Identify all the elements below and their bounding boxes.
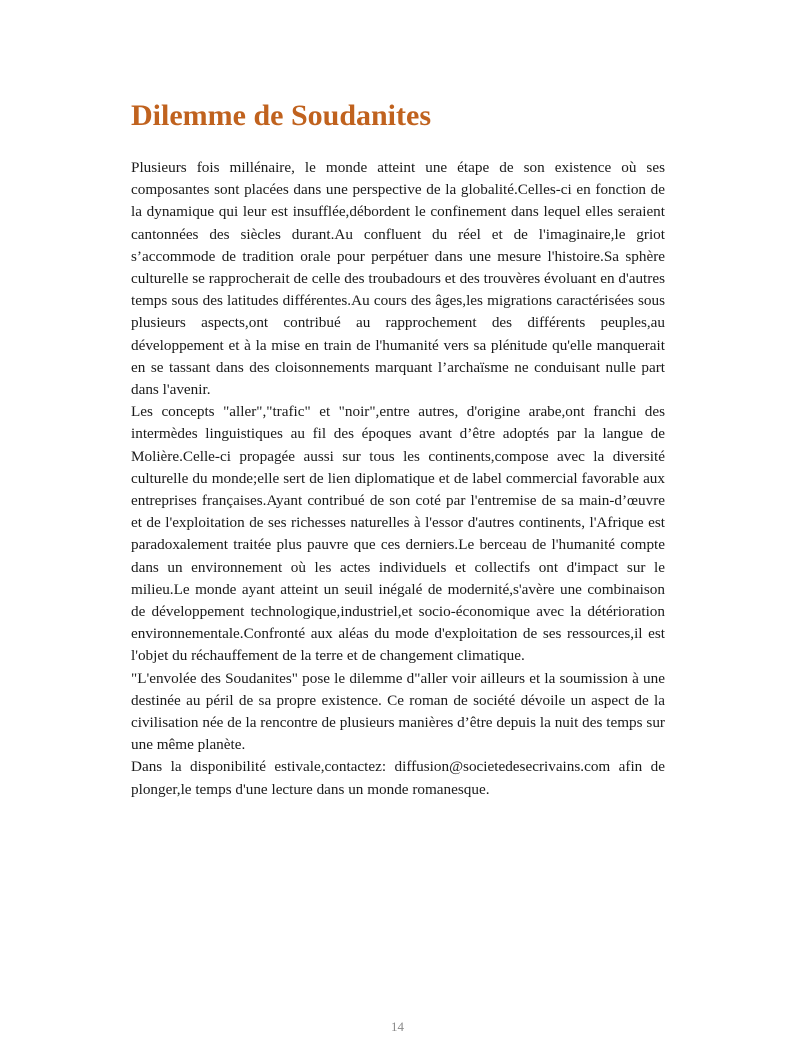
- paragraph: Plusieurs fois millénaire, le monde atteint une étape de son existence où ses composantes sont placées dans une perspective de la globalité.Celles-ci en fonction de la dynamique qui leur est insufflée,débordent le confinement dans lequel elles seraient cantonnées des siècles durant.Au confluent du réel et de l'imaginaire,le griot s’accommode de tradition orale pour perpétuer dans une mesure l'histoire.Sa sphère culturelle se rapprocherait de celle des troubadours et des trouvères évoluant en d'autres temps sous des latitudes différentes.Au cours des âges,les migrations caractérisées sous plusieurs aspects,ont contribué au rapprochement des différents peuples,au développement et à la mise en train de l'humanité vers sa plénitude qu'elle manquerait en se tassant dans des cloisonnements marquant l’archaïsme ne conduisant nulle part dans l'avenir.: [131, 159, 665, 399]
- paragraph: Dans la disponibilité estivale,contactez: diffusion@societedesecrivains.com afin de plonger,le temps d'une lecture dans un monde romanesque.: [131, 758, 665, 798]
- body-text: [131, 157, 665, 801]
- paragraph: Les concepts "aller","trafic" et "noir",entre autres, d'origine arabe,ont franchi des intermèdes linguistiques au fil des époques avant d’être adoptés par la langue de Molière.Celle-ci propagée aussi sur tous les continents,compose avec la diversité culturelle du monde;elle sert de lien diplomatique et de label commercial favorable aux entreprises françaises.Ayant contribué de son coté par l'entremise de sa main-d’œuvre et de l'exploitation de ses richesses naturelles à l'essor d'autres continents, l'Afrique est paradoxalement traitée plus pauvre que ces derniers.Le berceau de l'humanité compte dans un environnement où les actes individuels et collectifs ont d'impact sur le milieu.Le monde ayant atteint un seuil inégalé de modernité,s'avère une combinaison de développement technologique,industriel,et socio-économique avec la détérioration environnementale.Confronté aux aléas du mode d'exploitation de ses ressources,il est l'objet du réchauffement de la terre et de changement climatique.: [131, 403, 665, 665]
- page-title: Dilemme de Soudanites: [131, 99, 431, 132]
- page-number: 14: [391, 1019, 404, 1034]
- paragraph: "L'envolée des Soudanites" pose le dilemme d"aller voir ailleurs et la soumission à une destinée au péril de sa propre existence. Ce roman de société dévoile un aspect de la civilisation née de la rencontre de plusieurs manières d’être depuis la nuit des temps sur une même planète.: [131, 669, 665, 754]
